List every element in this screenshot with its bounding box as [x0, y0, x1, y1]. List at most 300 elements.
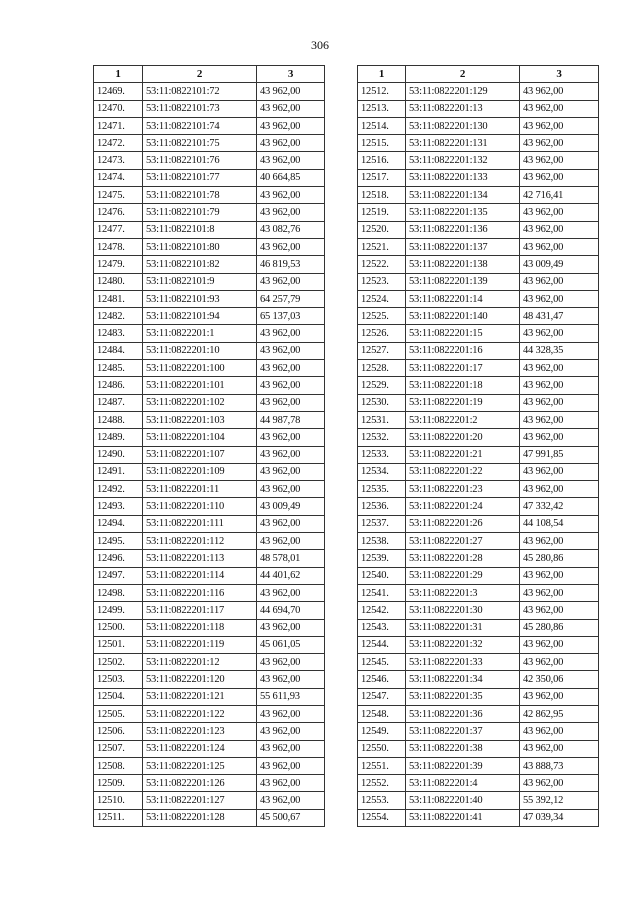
- table-row: [358, 325, 599, 342]
- row-number: 12537.: [358, 515, 406, 532]
- cadastral-value: 43 962,00: [257, 429, 325, 446]
- row-number: 12476.: [94, 204, 143, 221]
- cadastral-number: 53:11:0822201:41: [406, 809, 520, 826]
- cadastral-number: 53:11:0822201:116: [143, 584, 257, 601]
- cadastral-value: 48 578,01: [257, 550, 325, 567]
- cadastral-value: 47 991,85: [520, 446, 599, 463]
- cadastral-value: 43 962,00: [520, 100, 599, 117]
- table-row: [358, 446, 599, 463]
- table-row: [94, 446, 325, 463]
- cadastral-value: 43 962,00: [520, 169, 599, 186]
- cadastral-value: 42 716,41: [520, 187, 599, 204]
- cadastral-number: 53:11:0822201:18: [406, 377, 520, 394]
- cadastral-value: 43 962,00: [520, 117, 599, 134]
- table-row: [94, 705, 325, 722]
- table-row: [94, 775, 325, 792]
- cadastral-number: 53:11:0822101:74: [143, 117, 257, 134]
- cadastral-value: 43 962,00: [520, 411, 599, 428]
- row-number: 12494.: [94, 515, 143, 532]
- cadastral-number: 53:11:0822201:102: [143, 394, 257, 411]
- cadastral-number: 53:11:0822101:78: [143, 187, 257, 204]
- cadastral-value: 45 500,67: [257, 809, 325, 826]
- cadastral-value: 43 962,00: [257, 533, 325, 550]
- row-number: 12480.: [94, 273, 143, 290]
- table-row: [94, 740, 325, 757]
- row-number: 12495.: [94, 533, 143, 550]
- cadastral-number: 53:11:0822101:93: [143, 290, 257, 307]
- cadastral-number: 53:11:0822201:120: [143, 671, 257, 688]
- row-number: 12486.: [94, 377, 143, 394]
- table-row: [358, 342, 599, 359]
- cadastral-number: 53:11:0822201:119: [143, 636, 257, 653]
- cadastral-value: 65 137,03: [257, 308, 325, 325]
- table-row: [358, 584, 599, 601]
- cadastral-number: 53:11:0822201:24: [406, 498, 520, 515]
- cadastral-number: 53:11:0822101:76: [143, 152, 257, 169]
- row-number: 12520.: [358, 221, 406, 238]
- cadastral-number: 53:11:0822201:28: [406, 550, 520, 567]
- table-row: [94, 757, 325, 774]
- cadastral-number: 53:11:0822201:126: [143, 775, 257, 792]
- table-row: [358, 619, 599, 636]
- row-number: 12525.: [358, 308, 406, 325]
- cadastral-number: 53:11:0822101:77: [143, 169, 257, 186]
- row-number: 12503.: [94, 671, 143, 688]
- page-number: 306: [311, 38, 329, 52]
- table-row: [94, 187, 325, 204]
- cadastral-number: 53:11:0822101:79: [143, 204, 257, 221]
- table-row: [94, 533, 325, 550]
- row-number: 12482.: [94, 308, 143, 325]
- row-number: 12477.: [94, 221, 143, 238]
- cadastral-number: 53:11:0822201:109: [143, 463, 257, 480]
- cadastral-number: 53:11:0822201:125: [143, 757, 257, 774]
- cadastral-value: 43 962,00: [257, 775, 325, 792]
- table-row: [358, 221, 599, 238]
- cadastral-value: 47 332,42: [520, 498, 599, 515]
- cadastral-number: 53:11:0822201:37: [406, 723, 520, 740]
- table-row: [358, 775, 599, 792]
- table-row: [358, 809, 599, 826]
- cadastral-value: 44 694,70: [257, 602, 325, 619]
- row-number: 12516.: [358, 152, 406, 169]
- row-number: 12539.: [358, 550, 406, 567]
- cadastral-value: 43 962,00: [257, 152, 325, 169]
- table-row: [358, 567, 599, 584]
- row-number: 12481.: [94, 290, 143, 307]
- table-row: [94, 654, 325, 671]
- table-body-right: [358, 83, 599, 827]
- cadastral-value: 43 962,00: [257, 273, 325, 290]
- cadastral-value: 46 819,53: [257, 256, 325, 273]
- table-row: [358, 463, 599, 480]
- cadastral-number: 53:11:0822101:72: [143, 83, 257, 100]
- cadastral-value: 43 009,49: [520, 256, 599, 273]
- cadastral-value: 43 962,00: [257, 100, 325, 117]
- table-row: [358, 636, 599, 653]
- cadastral-value: 43 962,00: [257, 463, 325, 480]
- column-header-cadastral: 2: [143, 66, 257, 83]
- table-row: [94, 377, 325, 394]
- row-number: 12534.: [358, 463, 406, 480]
- cadastral-number: 53:11:0822101:80: [143, 238, 257, 255]
- table-row: [358, 740, 599, 757]
- table-row: [94, 481, 325, 498]
- cadastral-value: 43 962,00: [257, 204, 325, 221]
- cadastral-number: 53:11:0822201:2: [406, 411, 520, 428]
- cadastral-number: 53:11:0822201:13: [406, 100, 520, 117]
- cadastral-value: 43 888,73: [520, 757, 599, 774]
- table-row: [358, 377, 599, 394]
- row-number: 12473.: [94, 152, 143, 169]
- cadastral-value: 43 962,00: [520, 567, 599, 584]
- table-header-row: [94, 66, 325, 83]
- cadastral-value: 43 962,00: [520, 377, 599, 394]
- row-number: 12550.: [358, 740, 406, 757]
- cadastral-value: 43 962,00: [520, 273, 599, 290]
- table-row: [358, 429, 599, 446]
- cadastral-value: 43 962,00: [257, 654, 325, 671]
- cadastral-number: 53:11:0822101:8: [143, 221, 257, 238]
- row-number: 12548.: [358, 705, 406, 722]
- cadastral-number: 53:11:0822201:26: [406, 515, 520, 532]
- table-row: [358, 238, 599, 255]
- table-row: [358, 757, 599, 774]
- table-row: [358, 83, 599, 100]
- cadastral-number: 53:11:0822101:82: [143, 256, 257, 273]
- table-row: [94, 83, 325, 100]
- row-number: 12552.: [358, 775, 406, 792]
- table-row: [94, 550, 325, 567]
- row-number: 12501.: [94, 636, 143, 653]
- table-row: [94, 463, 325, 480]
- row-number: 12536.: [358, 498, 406, 515]
- column-header-value: 3: [520, 66, 599, 83]
- cadastral-number: 53:11:0822201:12: [143, 654, 257, 671]
- cadastral-value: 43 962,00: [257, 481, 325, 498]
- cadastral-value: 43 962,00: [520, 394, 599, 411]
- cadastral-number: 53:11:0822201:131: [406, 135, 520, 152]
- row-number: 12541.: [358, 584, 406, 601]
- row-number: 12475.: [94, 187, 143, 204]
- row-number: 12485.: [94, 360, 143, 377]
- cadastral-value: 43 962,00: [520, 602, 599, 619]
- row-number: 12531.: [358, 411, 406, 428]
- cadastral-number: 53:11:0822201:35: [406, 688, 520, 705]
- cadastral-number: 53:11:0822201:140: [406, 308, 520, 325]
- cadastral-number: 53:11:0822201:1: [143, 325, 257, 342]
- table-row: [358, 152, 599, 169]
- table-row: [358, 135, 599, 152]
- cadastral-number: 53:11:0822201:33: [406, 654, 520, 671]
- row-number: 12490.: [94, 446, 143, 463]
- cadastral-number: 53:11:0822201:29: [406, 567, 520, 584]
- table-row: [94, 671, 325, 688]
- cadastral-number: 53:11:0822201:133: [406, 169, 520, 186]
- row-number: 12549.: [358, 723, 406, 740]
- cadastral-value: 43 962,00: [520, 238, 599, 255]
- row-number: 12496.: [94, 550, 143, 567]
- cadastral-value: 44 108,54: [520, 515, 599, 532]
- table-row: [94, 204, 325, 221]
- table-row: [358, 204, 599, 221]
- cadastral-number: 53:11:0822101:75: [143, 135, 257, 152]
- table-body-left: [94, 83, 325, 827]
- cadastral-value: 43 962,00: [257, 446, 325, 463]
- cadastral-number: 53:11:0822201:107: [143, 446, 257, 463]
- column-header-value: 3: [257, 66, 325, 83]
- cadastral-number: 53:11:0822201:137: [406, 238, 520, 255]
- cadastral-value: 43 962,00: [520, 221, 599, 238]
- cadastral-value: 43 962,00: [520, 290, 599, 307]
- row-number: 12532.: [358, 429, 406, 446]
- cadastral-value: 43 962,00: [257, 360, 325, 377]
- cadastral-value: 43 962,00: [257, 238, 325, 255]
- cadastral-value: 44 987,78: [257, 411, 325, 428]
- row-number: 12538.: [358, 533, 406, 550]
- cadastral-value: 43 962,00: [257, 83, 325, 100]
- table-row: [358, 290, 599, 307]
- row-number: 12517.: [358, 169, 406, 186]
- row-number: 12470.: [94, 100, 143, 117]
- row-number: 12529.: [358, 377, 406, 394]
- cadastral-number: 53:11:0822201:111: [143, 515, 257, 532]
- cadastral-number: 53:11:0822201:22: [406, 463, 520, 480]
- cadastral-number: 53:11:0822201:124: [143, 740, 257, 757]
- table-row: [358, 100, 599, 117]
- cadastral-number: 53:11:0822201:20: [406, 429, 520, 446]
- row-number: 12500.: [94, 619, 143, 636]
- table-row: [94, 688, 325, 705]
- row-number: 12502.: [94, 654, 143, 671]
- cadastral-value: 45 280,86: [520, 550, 599, 567]
- cadastral-value: 44 328,35: [520, 342, 599, 359]
- cadastral-number: 53:11:0822101:73: [143, 100, 257, 117]
- cadastral-number: 53:11:0822201:31: [406, 619, 520, 636]
- cadastral-value: 43 962,00: [520, 723, 599, 740]
- cadastral-value: 43 082,76: [257, 221, 325, 238]
- table-row: [94, 152, 325, 169]
- row-number: 12510.: [94, 792, 143, 809]
- cadastral-number: 53:11:0822201:117: [143, 602, 257, 619]
- row-number: 12474.: [94, 169, 143, 186]
- row-number: 12493.: [94, 498, 143, 515]
- table-row: [358, 723, 599, 740]
- cadastral-number: 53:11:0822201:40: [406, 792, 520, 809]
- cadastral-value: 43 962,00: [520, 360, 599, 377]
- cadastral-value: 43 962,00: [257, 515, 325, 532]
- cadastral-number: 53:11:0822201:136: [406, 221, 520, 238]
- row-number: 12508.: [94, 757, 143, 774]
- table-row: [358, 273, 599, 290]
- cadastral-number: 53:11:0822201:4: [406, 775, 520, 792]
- table-row: [94, 636, 325, 653]
- cadastral-value: 43 962,00: [257, 325, 325, 342]
- table-row: [94, 325, 325, 342]
- cadastral-value: 48 431,47: [520, 308, 599, 325]
- table-row: [94, 723, 325, 740]
- table-row: [94, 308, 325, 325]
- cadastral-value: 43 962,00: [257, 117, 325, 134]
- cadastral-number: 53:11:0822201:23: [406, 481, 520, 498]
- cadastral-value: 43 962,00: [257, 394, 325, 411]
- row-number: 12514.: [358, 117, 406, 134]
- row-number: 12505.: [94, 705, 143, 722]
- cadastral-number: 53:11:0822201:16: [406, 342, 520, 359]
- cadastral-value: 43 962,00: [520, 135, 599, 152]
- table-row: [94, 498, 325, 515]
- row-number: 12523.: [358, 273, 406, 290]
- table-row: [358, 671, 599, 688]
- row-number: 12488.: [94, 411, 143, 428]
- row-number: 12546.: [358, 671, 406, 688]
- cadastral-value: 43 962,00: [520, 654, 599, 671]
- cadastral-number: 53:11:0822201:27: [406, 533, 520, 550]
- row-number: 12509.: [94, 775, 143, 792]
- table-row: [358, 515, 599, 532]
- cadastral-number: 53:11:0822201:36: [406, 705, 520, 722]
- table-row: [358, 705, 599, 722]
- cadastral-number: 53:11:0822201:30: [406, 602, 520, 619]
- row-number: 12484.: [94, 342, 143, 359]
- row-number: 12553.: [358, 792, 406, 809]
- table-row: [94, 394, 325, 411]
- table-row: [358, 187, 599, 204]
- row-number: 12530.: [358, 394, 406, 411]
- table-row: [94, 117, 325, 134]
- cadastral-number: 53:11:0822201:121: [143, 688, 257, 705]
- row-number: 12545.: [358, 654, 406, 671]
- cadastral-value: 55 392,12: [520, 792, 599, 809]
- row-number: 12547.: [358, 688, 406, 705]
- cadastral-value: 44 401,62: [257, 567, 325, 584]
- cadastral-number: 53:11:0822201:10: [143, 342, 257, 359]
- cadastral-value: 43 962,00: [257, 187, 325, 204]
- column-header-number: 1: [94, 66, 143, 83]
- table-row: [94, 584, 325, 601]
- row-number: 12528.: [358, 360, 406, 377]
- registry-table-left: [93, 65, 325, 827]
- cadastral-number: 53:11:0822201:14: [406, 290, 520, 307]
- cadastral-number: 53:11:0822201:11: [143, 481, 257, 498]
- cadastral-value: 43 962,00: [520, 584, 599, 601]
- cadastral-number: 53:11:0822201:139: [406, 273, 520, 290]
- registry-table-right: [357, 65, 599, 827]
- cadastral-number: 53:11:0822201:101: [143, 377, 257, 394]
- table-row: [94, 429, 325, 446]
- row-number: 12524.: [358, 290, 406, 307]
- row-number: 12499.: [94, 602, 143, 619]
- row-number: 12498.: [94, 584, 143, 601]
- cadastral-number: 53:11:0822201:129: [406, 83, 520, 100]
- cadastral-value: 45 061,05: [257, 636, 325, 653]
- cadastral-value: 43 962,00: [520, 429, 599, 446]
- row-number: 12518.: [358, 187, 406, 204]
- cadastral-value: 43 962,00: [257, 705, 325, 722]
- row-number: 12544.: [358, 636, 406, 653]
- table-row: [94, 809, 325, 826]
- row-number: 12471.: [94, 117, 143, 134]
- table-row: [94, 567, 325, 584]
- row-number: 12506.: [94, 723, 143, 740]
- table-row: [358, 550, 599, 567]
- row-number: 12487.: [94, 394, 143, 411]
- row-number: 12504.: [94, 688, 143, 705]
- cadastral-number: 53:11:0822201:15: [406, 325, 520, 342]
- cadastral-number: 53:11:0822201:19: [406, 394, 520, 411]
- row-number: 12489.: [94, 429, 143, 446]
- table-row: [358, 792, 599, 809]
- cadastral-number: 53:11:0822101:9: [143, 273, 257, 290]
- table-row: [94, 135, 325, 152]
- table-row: [94, 342, 325, 359]
- cadastral-number: 53:11:0822201:128: [143, 809, 257, 826]
- cadastral-value: 42 862,95: [520, 705, 599, 722]
- table-row: [94, 256, 325, 273]
- cadastral-value: 43 962,00: [520, 533, 599, 550]
- row-number: 12478.: [94, 238, 143, 255]
- table-row: [94, 290, 325, 307]
- table-row: [358, 117, 599, 134]
- cadastral-number: 53:11:0822201:127: [143, 792, 257, 809]
- table-row: [94, 169, 325, 186]
- cadastral-number: 53:11:0822201:3: [406, 584, 520, 601]
- cadastral-number: 53:11:0822201:38: [406, 740, 520, 757]
- row-number: 12513.: [358, 100, 406, 117]
- cadastral-number: 53:11:0822201:135: [406, 204, 520, 221]
- row-number: 12540.: [358, 567, 406, 584]
- cadastral-number: 53:11:0822201:103: [143, 411, 257, 428]
- table-row: [94, 100, 325, 117]
- cadastral-value: 43 962,00: [520, 740, 599, 757]
- table-row: [358, 688, 599, 705]
- row-number: 12554.: [358, 809, 406, 826]
- table-row: [358, 256, 599, 273]
- cadastral-value: 55 611,93: [257, 688, 325, 705]
- row-number: 12543.: [358, 619, 406, 636]
- cadastral-value: 43 962,00: [257, 671, 325, 688]
- cadastral-value: 43 962,00: [520, 481, 599, 498]
- table-row: [94, 360, 325, 377]
- cadastral-number: 53:11:0822201:138: [406, 256, 520, 273]
- table-row: [358, 481, 599, 498]
- cadastral-number: 53:11:0822201:132: [406, 152, 520, 169]
- cadastral-value: 43 962,00: [520, 325, 599, 342]
- table-row: [358, 602, 599, 619]
- cadastral-number: 53:11:0822201:134: [406, 187, 520, 204]
- cadastral-value: 43 962,00: [520, 775, 599, 792]
- table-row: [94, 602, 325, 619]
- table-row: [94, 411, 325, 428]
- row-number: 12551.: [358, 757, 406, 774]
- table-row: [94, 515, 325, 532]
- row-number: 12483.: [94, 325, 143, 342]
- row-number: 12512.: [358, 83, 406, 100]
- table-row: [358, 394, 599, 411]
- row-number: 12521.: [358, 238, 406, 255]
- table-row: [94, 792, 325, 809]
- cadastral-value: 43 962,00: [257, 584, 325, 601]
- cadastral-value: 40 664,85: [257, 169, 325, 186]
- cadastral-value: 45 280,86: [520, 619, 599, 636]
- cadastral-number: 53:11:0822201:32: [406, 636, 520, 653]
- cadastral-value: 43 962,00: [257, 342, 325, 359]
- cadastral-value: 47 039,34: [520, 809, 599, 826]
- cadastral-number: 53:11:0822201:21: [406, 446, 520, 463]
- table-header-row: [358, 66, 599, 83]
- cadastral-value: 43 962,00: [257, 792, 325, 809]
- cadastral-value: 43 962,00: [520, 204, 599, 221]
